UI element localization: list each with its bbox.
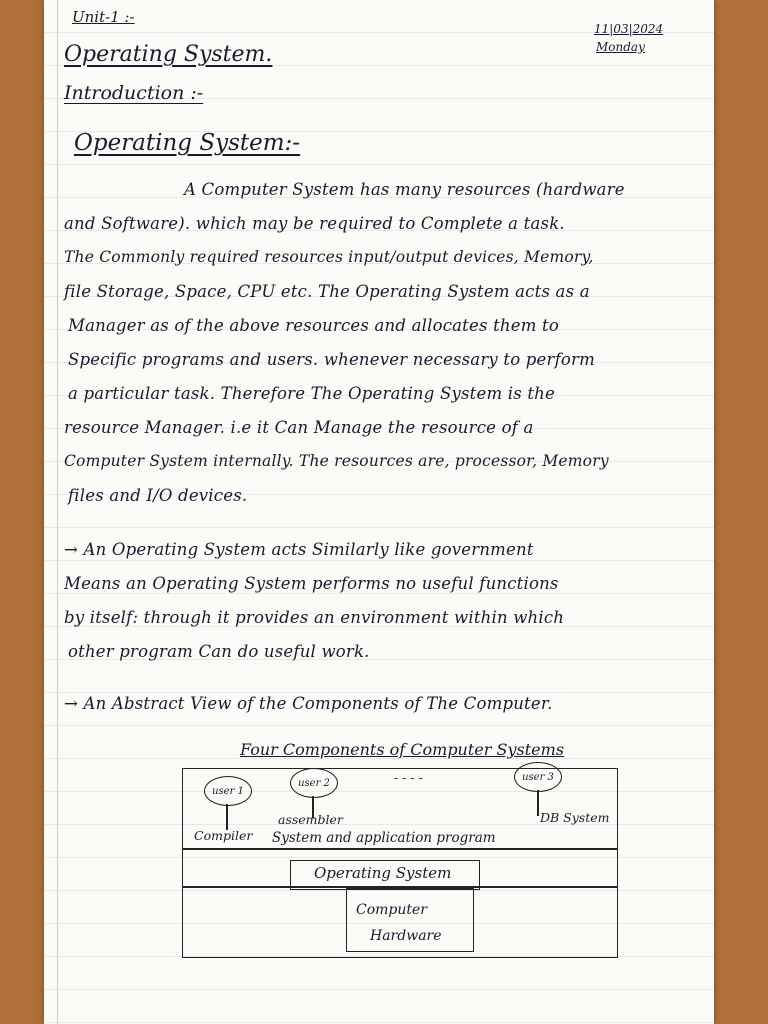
user-oval: user 2 — [290, 768, 338, 798]
user-oval: user 1 — [204, 776, 252, 806]
paragraph1-line: files and I/O devices. — [68, 486, 248, 505]
paragraph1-line: Specific programs and users. whenever necessary to perform — [68, 350, 595, 369]
paragraph1-line: resource Manager. i.e it Can Manage the resource of a — [64, 418, 534, 437]
paragraph2-line: → An Operating System acts Similarly like government — [64, 540, 534, 559]
margin-line — [57, 0, 58, 1024]
paragraph1-line: A Computer System has many resources (hardware — [184, 180, 625, 199]
paragraph1-line: a particular task. Therefore The Operating System is the — [68, 384, 555, 403]
paragraph1-line: Manager as of the above resources and allocates them to — [68, 316, 559, 335]
hardware-label-line2: Hardware — [370, 928, 442, 944]
page-title: Operating System. — [64, 42, 273, 67]
diagram-title: Four Components of Computer Systems — [240, 740, 564, 759]
paragraph2-line: Means an Operating System performs no useful functions — [64, 574, 559, 593]
db-system-label: DB System — [540, 810, 610, 825]
paragraph3-line: → An Abstract View of the Components of The Computer. — [64, 694, 553, 713]
paragraph1-line: Computer System internally. The resources are, processor, Memory — [64, 452, 609, 470]
unit-label: Unit-1 :- — [72, 8, 135, 26]
compiler-label: Compiler — [194, 828, 253, 843]
os-layer-label: Operating System — [314, 864, 452, 882]
paragraph2-line: by itself: through it provides an environment within which — [64, 608, 565, 627]
date: 11|03|2024 — [594, 22, 664, 36]
paragraph1-line: The Commonly required resources input/output devices, Memory, — [64, 248, 594, 266]
paragraph2-line: other program Can do useful work. — [68, 642, 370, 661]
assembler-label: assembler — [278, 812, 343, 827]
notebook-page — [44, 0, 714, 1024]
user3-line — [537, 790, 539, 816]
apps-layer-label: System and application program — [272, 830, 496, 846]
day: Monday — [596, 40, 645, 54]
user1-line — [226, 804, 228, 830]
apps-divider — [182, 848, 618, 850]
page-subtitle: Introduction :- — [64, 82, 204, 104]
users-ellipsis: - - - - — [394, 770, 423, 785]
paragraph1-line: and Software). which may be required to Complete a task. — [64, 214, 565, 233]
paragraph1-line: file Storage, Space, CPU etc. The Operating System acts as a — [64, 282, 590, 301]
user-oval: user 3 — [514, 762, 562, 792]
hardware-label-line1: Computer — [356, 902, 427, 918]
section-heading: Operating System:- — [74, 130, 301, 156]
